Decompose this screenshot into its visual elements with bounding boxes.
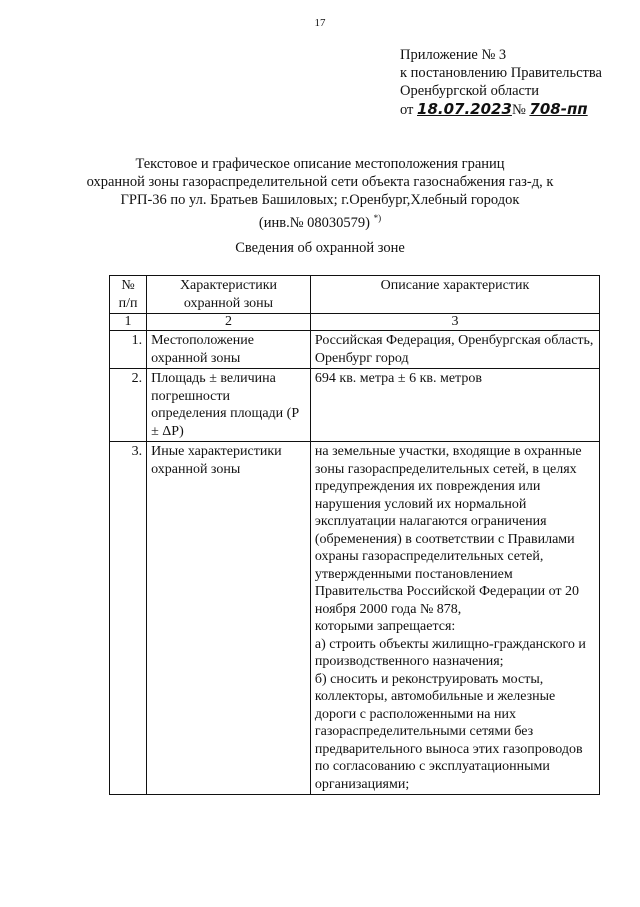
table-index-row xyxy=(110,314,600,331)
row-description: Российская Федерация, Оренбургская область, Оренбург город xyxy=(310,331,599,369)
restriction-lead: которыми запрещается: xyxy=(314,619,456,634)
row-characteristic: Местоположение охранной зоны xyxy=(147,331,311,369)
zone-info-table xyxy=(109,275,600,795)
restriction-intro: на земельные участки, входящие в охранные зоны газораспределительных сетей, в целях предупреждения их повреждения или нарушения условий их нормальной эксплуатации налагаются ограничения (обременения) в соответствии с Правилами охраны газораспределительных сетей, утвержденными постановлением Правительства Российской Федерации от 20 ноября 2000 года № 878, xyxy=(314,444,582,617)
row-number: 2. xyxy=(110,369,147,442)
row-number: 1. xyxy=(110,331,147,369)
title-line-4 xyxy=(80,209,560,232)
table-row xyxy=(110,442,600,795)
footnote-mark: *) xyxy=(373,213,382,223)
restriction-item-a: а) строить объекты жилищно-гражданского и производственного назначения; xyxy=(314,636,586,669)
table-header-row xyxy=(110,276,600,314)
row-characteristic: Площадь ± величина погрешности определения площади (P ± ΔP) xyxy=(147,369,311,442)
number-label: № xyxy=(511,102,526,118)
appendix-line-3: Оренбургской области xyxy=(400,83,540,99)
row-description: 694 кв. метра ± 6 кв. метров xyxy=(310,369,599,442)
document-title xyxy=(80,155,560,232)
header-number: № п/п xyxy=(110,276,147,314)
section-title: Сведения об охранной зоне xyxy=(235,240,405,256)
title-line-3: ГРП-36 по ул. Братьев Башиловых; г.Оренбург,Хлебный городок xyxy=(120,192,520,208)
table-row xyxy=(110,331,600,369)
row-characteristic: Иные характеристики охранной зоны xyxy=(147,442,311,795)
page-number: 17 xyxy=(314,17,326,29)
index-cell: 2 xyxy=(147,314,311,331)
appendix-header xyxy=(400,46,602,119)
index-cell: 3 xyxy=(310,314,599,331)
row-number: 3. xyxy=(110,442,147,795)
index-cell: 1 xyxy=(110,314,147,331)
handwritten-number: 708-пп xyxy=(529,100,588,118)
appendix-date-number-line xyxy=(400,100,602,119)
restriction-item-b: б) сносить и реконструировать мосты, коллекторы, автомобильные и железные дороги с расположенными на них газораспределительными сетями без предварительного выноса этих газопроводов по согласованию с эксплуатационными организациями; xyxy=(314,671,583,792)
header-characteristics: Характеристики охранной зоны xyxy=(147,276,311,314)
inventory-number: (инв.№ 08030579) xyxy=(258,214,370,231)
appendix-line-2: к постановлению Правительства xyxy=(400,65,602,81)
title-line-1: Текстовое и графическое описание местоположения границ xyxy=(135,156,505,172)
handwritten-date: 18.07.2023 xyxy=(417,100,512,118)
row-description xyxy=(310,442,599,795)
appendix-line-1: Приложение № 3 xyxy=(400,47,507,63)
table-row xyxy=(110,369,600,442)
from-label: от xyxy=(400,102,414,118)
header-description: Описание характеристик xyxy=(310,276,599,314)
title-line-2: охранной зоны газораспределительной сети объекта газоснабжения газ-д, к xyxy=(86,174,554,190)
